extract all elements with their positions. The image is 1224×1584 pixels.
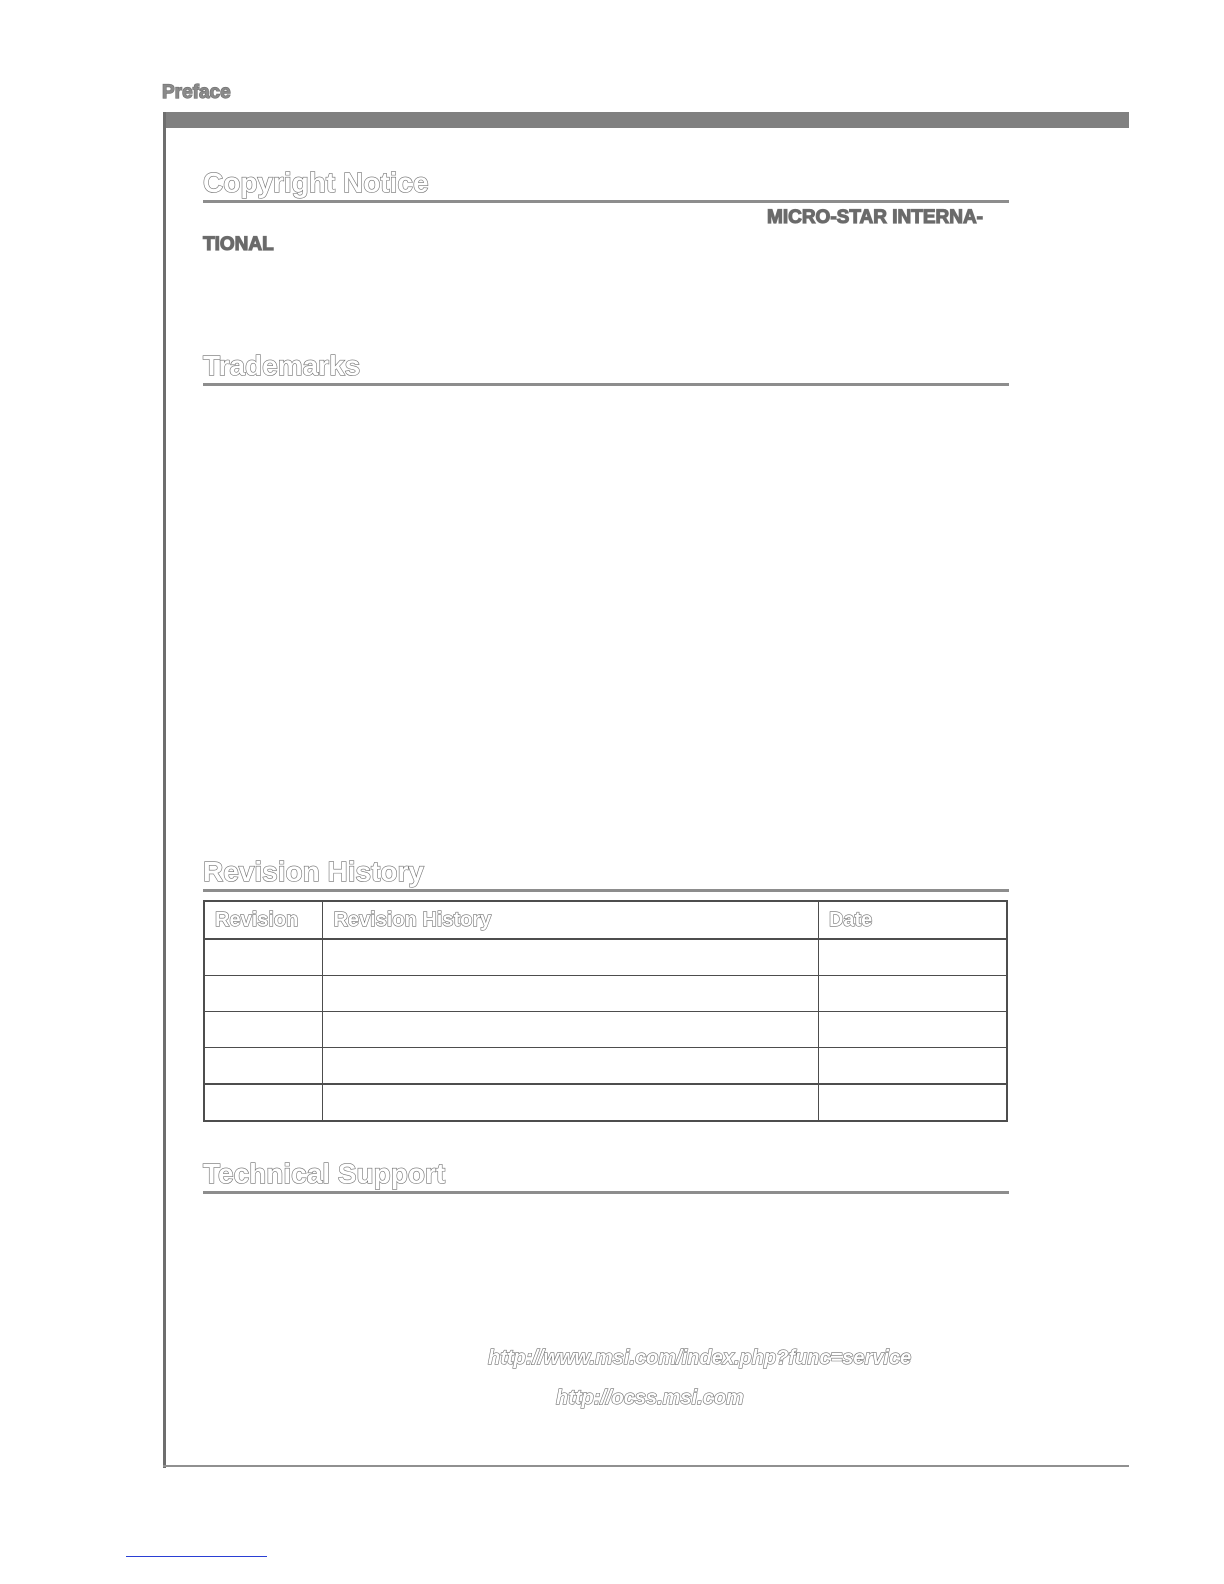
history-cell (323, 1048, 819, 1085)
msi-service-link[interactable]: http://www.msi.com/index.php?func=service (488, 1347, 912, 1369)
footer-link-underline[interactable] (126, 1556, 267, 1557)
table-row (204, 1012, 1007, 1048)
history-cell (323, 939, 819, 976)
left-rule (163, 112, 166, 1468)
date-cell (818, 1084, 1007, 1121)
date-cell (818, 976, 1007, 1012)
date-cell (818, 1012, 1007, 1048)
table-row (204, 1084, 1007, 1121)
ocss-link[interactable]: http://ocss.msi.com (556, 1387, 744, 1409)
revision-cell (204, 1048, 323, 1085)
technical-support-heading: Technical Support (203, 1159, 1009, 1194)
date-cell (818, 1048, 1007, 1085)
date-cell (818, 939, 1007, 976)
revision-cell (204, 939, 323, 976)
table-row (204, 1048, 1007, 1085)
revision-cell (204, 976, 323, 1012)
history-cell (323, 1084, 819, 1121)
revision-cell (204, 1084, 323, 1121)
company-name-part1: MICRO-STAR INTERNA- (767, 207, 984, 228)
company-name-part2: TIONAL (203, 234, 274, 255)
revision-history-heading: Revision History (203, 857, 1009, 892)
trademarks-heading: Trademarks (203, 351, 1009, 386)
column-header-history: Revision History (323, 901, 819, 939)
history-cell (323, 976, 819, 1012)
copyright-heading: Copyright Notice (203, 168, 1009, 203)
header-bar (163, 112, 1129, 128)
section-label: Preface (162, 82, 231, 103)
bottom-rule (163, 1465, 1129, 1467)
revision-cell (204, 1012, 323, 1048)
column-header-date: Date (818, 901, 1007, 939)
table-row (204, 976, 1007, 1012)
table-row (204, 939, 1007, 976)
revision-table (203, 900, 1008, 1122)
table-header-row (204, 901, 1007, 939)
column-header-revision: Revision (204, 901, 323, 939)
history-cell (323, 1012, 819, 1048)
